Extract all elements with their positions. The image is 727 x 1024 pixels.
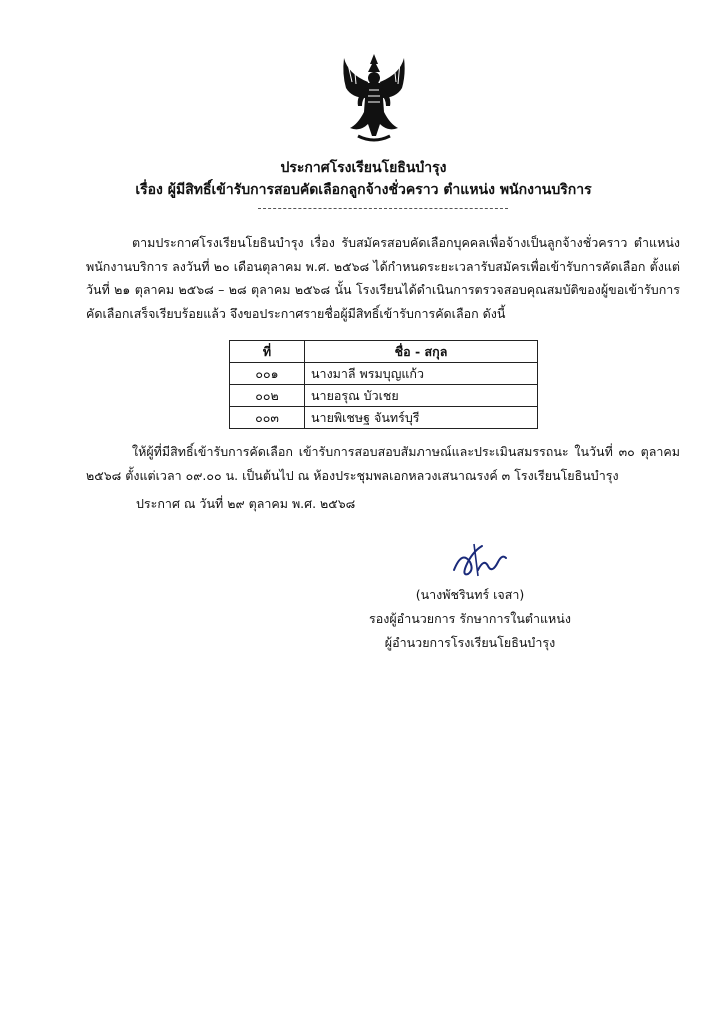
signer-name: (นางพัชรินทร์ เจสา) <box>415 587 525 602</box>
intro-text: ตามประกาศโรงเรียนโยธินบำรุง เรื่อง รับสมัครสอบคัดเลือกบุคคลเพื่อจ้างเป็นลูกจ้างชั่วคราว ตำแหน่ง พนักงานบริการ ลงวันที่ ๒๐ เดือนตุลาคม พ.ศ. ๒๕๖๘ ได้กำหนดระยะเวลารับสมัครเพื่อเข้ารับการคัดเลือก ตั้งแต่วันที่ ๒๑ ตุลาคม ๒๕๖๘ – ๒๘ ตุลาคม ๒๕๖๘ นั้น โรงเรียนได้ดำเนินการตรวจสอบคุณสมบัติของผู้ขอเข้ารับการคัดเลือกเสร็จเรียบร้อยแล้ว จึงขอประกาศรายชื่อผู้มีสิทธิ์เข้ารับการคัดเลือก ดังนี้ <box>86 235 680 321</box>
exam-paragraph <box>86 440 680 487</box>
row-name: นายพิเชษฐ จันทร์บุรี <box>305 407 538 429</box>
announce-date: ประกาศ ณ วันที่ ๒๙ ตุลาคม พ.ศ. ๒๕๖๘ <box>136 496 356 511</box>
signer-position-title: ผู้อำนวยการโรงเรียนโยธินบำรุง <box>384 635 556 650</box>
column-header-name: ชื่อ - สกุล <box>305 341 538 363</box>
candidate-table <box>229 340 538 429</box>
table-row <box>230 363 538 385</box>
announcement-title: ประกาศโรงเรียนโยธินบำรุง <box>280 160 447 176</box>
signature-block <box>340 583 600 655</box>
row-name: นายอรุณ บัวเชย <box>305 385 538 407</box>
garuda-emblem <box>338 52 410 144</box>
table-row <box>230 407 538 429</box>
row-number: ๐๐๓ <box>230 407 305 429</box>
title-divider <box>258 208 508 209</box>
table-header-row <box>230 341 538 363</box>
exam-text: ให้ผู้ที่มีสิทธิ์เข้ารับการคัดเลือก เข้ารับการสอบสอบสัมภาษณ์และประเมินสมรรถนะ ในวันที่ ๓๐ ตุลาคม ๒๕๖๘ ตั้งแต่เวลา ๐๙.๐๐ น. เป็นต้นไป ณ ห้องประชุมพลเอกหลวงเสนาณรงค์ ๓ โรงเรียนโยธินบำรุง <box>86 444 680 483</box>
intro-paragraph <box>86 231 680 325</box>
table-row <box>230 385 538 407</box>
handwritten-signature <box>448 540 510 580</box>
announcement-subject: เรื่อง ผู้มีสิทธิ์เข้ารับการสอบคัดเลือกลูกจ้างชั่วคราว ตำแหน่ง พนักงานบริการ <box>135 182 592 198</box>
row-number: ๐๐๑ <box>230 363 305 385</box>
row-number: ๐๐๒ <box>230 385 305 407</box>
column-header-number: ที่ <box>230 341 305 363</box>
row-name: นางมาลี พรมบุญแก้ว <box>305 363 538 385</box>
signer-position: รองผู้อำนวยการ รักษาการในตำแหน่ง <box>369 611 571 626</box>
